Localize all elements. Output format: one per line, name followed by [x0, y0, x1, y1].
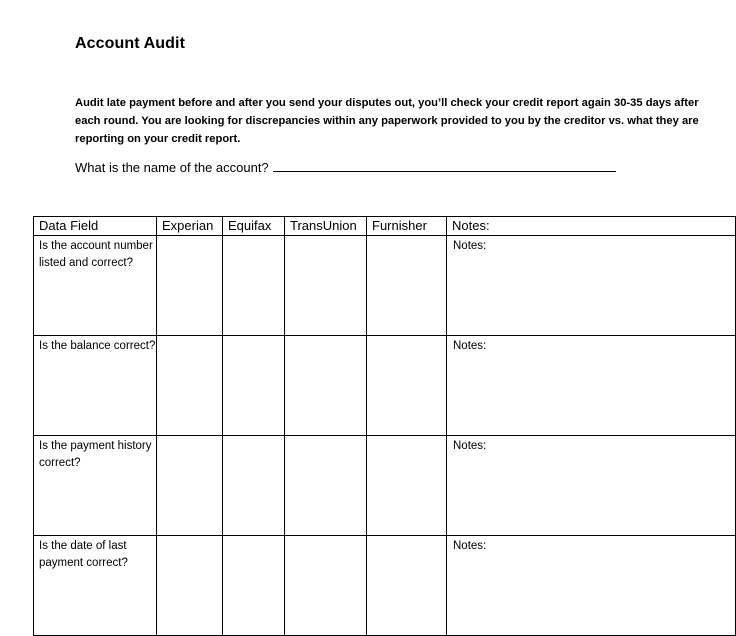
- data-field-cell: Is the account number listed and correct?: [34, 236, 157, 336]
- notes-cell[interactable]: Notes:: [447, 436, 736, 536]
- table-row: [34, 436, 736, 536]
- header-furnisher: Furnisher: [367, 217, 447, 236]
- transunion-cell[interactable]: [285, 236, 367, 336]
- table-row: [34, 236, 736, 336]
- notes-cell[interactable]: Notes:: [447, 236, 736, 336]
- data-field-cell: Is the date of last payment correct?: [34, 536, 157, 636]
- account-name-answer-line[interactable]: [273, 157, 616, 172]
- audit-table: [33, 216, 736, 636]
- notes-cell[interactable]: Notes:: [447, 536, 736, 636]
- furnisher-cell[interactable]: [367, 236, 447, 336]
- transunion-cell[interactable]: [285, 436, 367, 536]
- table-row: [34, 536, 736, 636]
- header-experian: Experian: [157, 217, 223, 236]
- notes-cell[interactable]: Notes:: [447, 336, 736, 436]
- equifax-cell[interactable]: [223, 536, 285, 636]
- furnisher-cell[interactable]: [367, 436, 447, 536]
- account-name-question: [75, 157, 616, 175]
- header-notes: Notes:: [447, 217, 736, 236]
- header-equifax: Equifax: [223, 217, 285, 236]
- intro-paragraph: Audit late payment before and after you send your disputes out, you’ll check your credit report again 30-35 days after each round. You are looking for discrepancies within any paperwork provided to you by the creditor vs. what they are reporting on your credit report.: [75, 97, 699, 145]
- equifax-cell[interactable]: [223, 336, 285, 436]
- experian-cell[interactable]: [157, 536, 223, 636]
- header-data-field: Data Field: [34, 217, 157, 236]
- account-name-label: What is the name of the account?: [75, 160, 269, 175]
- experian-cell[interactable]: [157, 236, 223, 336]
- furnisher-cell[interactable]: [367, 336, 447, 436]
- data-field-cell: Is the balance correct?: [34, 336, 157, 436]
- equifax-cell[interactable]: [223, 236, 285, 336]
- furnisher-cell[interactable]: [367, 536, 447, 636]
- table-row: [34, 336, 736, 436]
- table-header-row: [34, 217, 736, 236]
- experian-cell[interactable]: [157, 336, 223, 436]
- transunion-cell[interactable]: [285, 336, 367, 436]
- experian-cell[interactable]: [157, 436, 223, 536]
- page-title: Account Audit: [75, 35, 186, 52]
- header-transunion: TransUnion: [285, 217, 367, 236]
- equifax-cell[interactable]: [223, 436, 285, 536]
- data-field-cell: Is the payment history correct?: [34, 436, 157, 536]
- transunion-cell[interactable]: [285, 536, 367, 636]
